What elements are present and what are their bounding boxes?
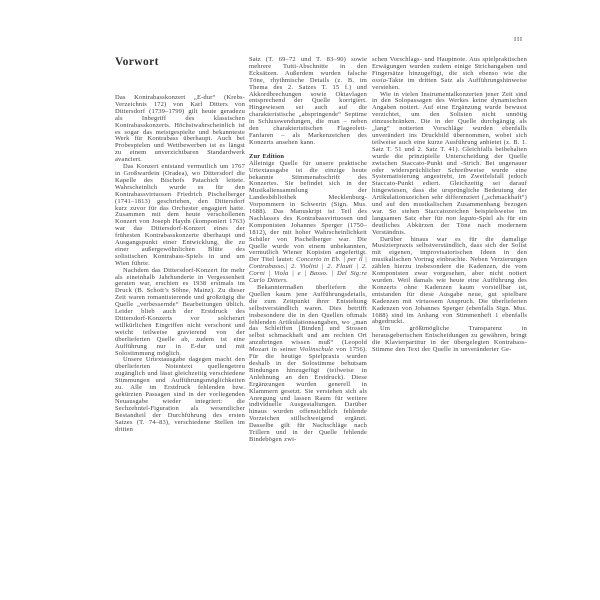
text-run: schen Vorschlags- und Hauptnote. Aus spielpraktischen Erwägungen wurden zudem einige Strichangaben und Fingersätze hinzugefügt, die sich ebenso wie die [372,56,527,77]
paragraph [249,57,367,147]
paragraph [372,326,527,354]
paragraph [372,92,527,237]
text-run: Alleinige Quelle für unsere praktische Urtextausgabe ist die einzige heute bekannte Stimmenabschrift des Konzertes. Sie befindet sich in der Musikaliensammlung der Landesbibliothek Mecklenburg-Vorpommern in Schwerin (Sign. Mus. 1688). Das Manuskript ist Teil des Nachlasses des Kontrabassvirtuosen und Komponisten Johannes Sperger (1750–1812), der mit hoher Wahrscheinlichkeit Schüler von Pischelberger war. Die Quelle wurde von einem unbekannten, vermutlich Wiener Kopisten angefertigt. Der Titel lautet: [249,159,367,264]
italic-text-run: non legato [445,214,477,222]
italic-text-run: Concerto in Eb. | per il | Contrabasso.| 2. Violini | 2. Flauti | 2. Corni | Viola | e | Basso. | Del Sig:re Carlo Ditters. [249,256,367,285]
paragraph [249,285,367,444]
text-run: Bekanntermaßen überliefern die Quellen kaum jene Aufführungsdetails, die zum Zeitpunkt ihrer Entstehung selbstverständlich waren. Dies betrifft insbesondere die in den Quellen oftmals fehlenden Artikulationsangaben, wo „man das Schleiffen [Binden] und Stossen selbst schmackhaft und am rechten Ort anzubringen wissen muß“ (Leopold Mozart in seiner [249,284,367,354]
paragraph [372,57,527,92]
section-subheading: Zur Edition [249,152,285,160]
text-run: -Takte im dritten Satz als Aufführungshinweise verstehen. [372,76,527,91]
paragraph [372,237,527,327]
italic-text-run: ossia [372,76,387,84]
text-run: -Spiel als für ein deutliches Abkürzen der Töne nach modernem Verständnis. [372,214,527,236]
text-column-3 [372,57,527,354]
italic-text-run: Violinschule [299,346,334,354]
text-run: Unsere Urtextausgabe dagegen macht den überlieferten Notentext quellengetreu zugänglich und lässt gleichzeitig verschiedene Stimmungen und Aufführungsmöglichkeiten zu. Alle im Erstdruck fehlenden bzw. gekürzten Passagen sind in der vorliegenden Neuausgabe wieder integriert: die Sechzehntel-Figuration als wesentlicher Bestandteil der Durchführung des ersten Satzes (T. 74–83), verschiedene Stellen im dritten [115,356,245,433]
text-column-2 [249,57,367,444]
page-title: Vorwort [115,56,159,68]
paragraph [115,164,245,268]
paragraph [115,357,245,433]
page-number: III [514,36,523,43]
paragraph [115,268,245,358]
text-column-1 [115,95,245,433]
paragraph [115,95,245,164]
text-run: Nachdem das Dittersdorf-Konzert für mehr als eineinhalb Jahrhunderte in Vergessenheit geraten war, erschien es 1938 erstmals im Druck (B. Schott’s Söhne, Mainz). Zu dieser Zeit waren romantisierende und großzügig die Quelle „verbessernde“ Bearbeitungen üblich. Leider blieb auch der Erstdruck des Dittersdorf-Konzerts vor solcherart willkürlichen Eingriffen nicht verschont und weicht teilweise gravierend von der überlieferten Quelle ab, zudem ist eine Aufführung nur in E-dur und mit Solostimmung möglich. [115,266,245,357]
text-run: Das Konzert entstand vermutlich um 1767 in Großwardein (Oradea), wo Dittersdorf die Kapelle des Bischofs Patachich leitete. Wahrscheinlich wurde es für den Kontrabassvirtuosen Friedrich Pischelberger (1741–1813) geschrieben, den Dittersdorf kurz zuvor für das Orchester engagiert hatte. Zusammen mit dem heute verschollenen Konzert von Joseph Haydn (komponiert 1763) war das Dittersdorf-Konzert eines der frühesten Kontrabasskonzerte überhaupt und Ausgangspunkt einer Entwicklung, die zu einer außergewöhnlichen Blüte des solistischen Kontrabass-Spiels in und um Wien führte. [115,163,245,267]
text-run: Wie in vielen Instrumentalkonzerten jener Zeit sind in den Solopassagen des Werkes keine dynamischen Angaben notiert. Auf eine Ergänzung wurde bewusst verzichtet, um den Solisten nicht unnötig einzuschränken. Die in der Quelle durchgängig als „lang“ notierten Vorschläge wurden ebenfalls unverändert ins Druckbild übernommen, wobei sich teilweise auch eine kurze Ausführung anbietet (z. B. 1. Satz T. 51 und 2. Satz T. 41). Gleichfalls beibehalten wurde die prinzipielle Unterscheidung der Quelle zwischen Staccato-Punkt und -Strich. Bei ungenauer oder widersprüchlicher Schreibweise wurde eine Systematisierung angestrebt, im Zweifelsfall jedoch Staccato-Punkt ediert. Gleichzeitig sei darauf hingewiesen, dass die ursprüngliche Bedeutung der Artikulationszeichen sehr differenziert („schmackhaft“) und auf den musikalischen Zusammenhang bezogen war. So stehen Staccatozeichen beispielsweise im langsamen Satz eher für [372,90,527,222]
text-run: Das Kontrabasskonzert „E-dur“ (Krebs-Verzeichnis 172) von Karl Ditters von Dittersdorf (1739–1799) gilt heute geradezu als Inbegriff des klassischen Kontrabasskonzerts. Höchstwahrscheinlich ist es sogar das meistgespielte und bekannteste Werk für Kontrabass überhaupt. Auch bei Probespielen und Wettbewerben ist es längst zu einem unverzichtbaren Standardwerk avanciert. [115,94,245,164]
paragraph [249,161,367,285]
text-run: Satz (T. 69–72 und T. 83–90) sowie mehrere Tutti-Abschnitte in den Ecksätzen. Außerdem wurden falsche Töne, rhythmische Details (z. B. im Thema des 2. Satzes T. 15 f.) und Akkordbrechungen sowie Oktavlagen entsprechend der Quelle korrigiert. Hingewiesen sei auch auf die charakteristische „abspringende“ Septime in Schlusswendungen, die man – neben den charakteristischen Flageolett-Fanfaren – als Markenzeichen des Konzerts ansehen kann. [249,56,367,146]
text-run: von 1756). Für die heutige Spielpraxis wurden deshalb in der Solostimme behutsam Bindungen hinzugefügt (teilweise in Anlehnung an den Erstdruck). Diese Ergänzungen wurden generell in Klammern gesetzt. Sie verstehen sich als Anregung und lassen Raum für weitere individuelle Ausgestaltungen. Darüber hinaus wurden offensichtlich fehlende Vorzeichen stillschweigend ergänzt. Dasselbe gilt für Nachschläge nach Trillern und in der Quelle fehlende Bindebögen zwi- [249,346,367,443]
text-run: Darüber hinaus war es für die damalige Musizierpraxis selbstverständlich, dass sich der Solist mit eigenen, improvisatorischen Ideen in den musikalischen Vortrag einbrachte. Neben Verzierungen zählen hierzu insbesondere die Kadenzen, die vom Komponisten zwar vorgesehen, aber nicht notiert wurden. Weil damals wie heute eine Aufführung des Konzerts ohne Kadenzen kaum vorstellbar ist, entstanden für diese Ausgabe neue, gut spielbare Kadenzen mit virtuosem Anspruch. Die überlieferten Kadenzen von Johannes Sperger (ebenfalls Sign. Mus. 1688) sind im Anhang von Stimmenheft 1 ebenfalls abgedruckt. [372,235,527,326]
text-run: Um größtmögliche Transparenz in herausgeberischen Entscheidungen zu gewähren, bringt die Klavierpartitur in der übergelegten Kontrabass-Stimme den Text der Quelle in unveränderter Ge- [372,325,527,354]
